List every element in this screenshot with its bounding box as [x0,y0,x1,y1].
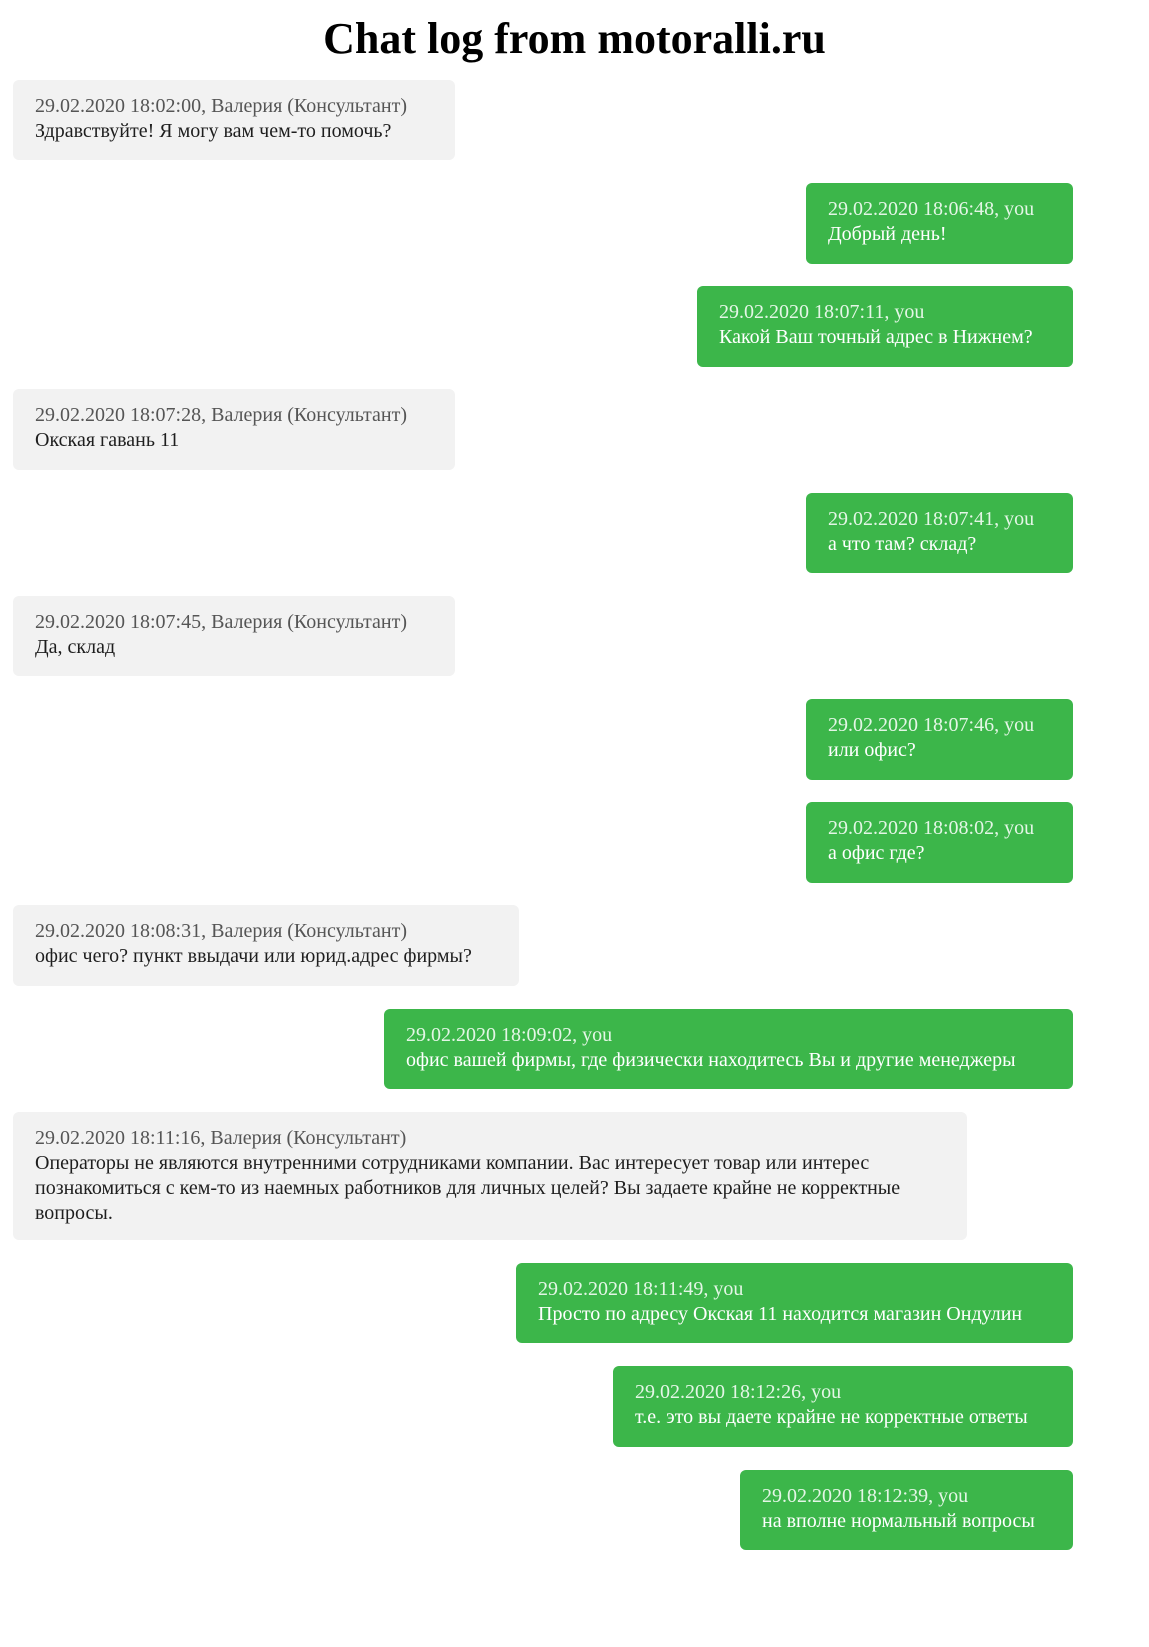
message-meta: 29.02.2020 18:08:31, Валерия (Консультант) [35,920,408,942]
message-text: т.е. это вы даете крайне не корректные ответы [635,1406,1028,1428]
message-bubble-agent [13,905,519,986]
message-text: а что там? склад? [828,533,977,555]
message-bubble-user [613,1366,1073,1447]
message-text: Да, склад [35,636,116,658]
message-meta: 29.02.2020 18:09:02, you [406,1024,613,1046]
message-text: офис чего? пункт ввыдачи или юрид.адрес фирмы? [35,945,472,967]
message-bubble-agent [13,389,455,470]
message-meta: 29.02.2020 18:08:02, you [828,817,1035,839]
message-bubble-user [806,802,1073,883]
message-text: Окская гавань 11 [35,429,180,451]
message-meta: 29.02.2020 18:12:26, you [635,1381,842,1403]
message-meta: 29.02.2020 18:12:39, you [762,1485,969,1507]
message-text: офис вашей фирмы, где физически находитесь Вы и другие менеджеры [406,1049,1016,1071]
message-bubble-agent [13,596,455,676]
message-meta: 29.02.2020 18:06:48, you [828,198,1035,220]
message-bubble-user [806,183,1073,264]
message-bubble-agent [13,1112,967,1240]
message-text: или офис? [828,739,916,761]
message-meta: 29.02.2020 18:07:46, you [828,714,1035,736]
message-bubble-user [384,1009,1073,1089]
message-meta: 29.02.2020 18:07:41, you [828,508,1035,530]
message-text: а офис где? [828,842,925,864]
message-text: Операторы не являются внутренними сотрудниками компании. Вас интересует товар или интерес познакомиться с кем-то из наемных работников для личных целей? Вы задаете крайне не корректные вопросы. [35,1152,901,1224]
message-text: Здравствуйте! Я могу вам чем-то помочь? [35,120,392,142]
message-meta: 29.02.2020 18:07:11, you [719,301,925,323]
message-text: на вполне нормальный вопросы [762,1510,1035,1532]
message-meta: 29.02.2020 18:07:28, Валерия (Консультант) [35,404,408,426]
message-meta: 29.02.2020 18:07:45, Валерия (Консультант) [35,611,408,633]
message-bubble-user [697,286,1073,367]
message-bubble-user [806,493,1073,573]
message-text: Просто по адресу Окская 11 находится магазин Ондулин [538,1303,1023,1325]
message-meta: 29.02.2020 18:11:49, you [538,1278,744,1300]
page-title: Chat log from motoralli.ru [323,14,826,63]
message-text: Какой Ваш точный адрес в Нижнем? [719,326,1033,348]
message-bubble-agent [13,80,455,160]
message-text: Добрый день! [828,223,947,245]
message-meta: 29.02.2020 18:02:00, Валерия (Консультант) [35,95,408,117]
message-bubble-user [740,1470,1073,1550]
message-meta: 29.02.2020 18:11:16, Валерия (Консультант) [35,1127,407,1149]
message-bubble-user [806,699,1073,780]
message-bubble-user [516,1263,1073,1343]
